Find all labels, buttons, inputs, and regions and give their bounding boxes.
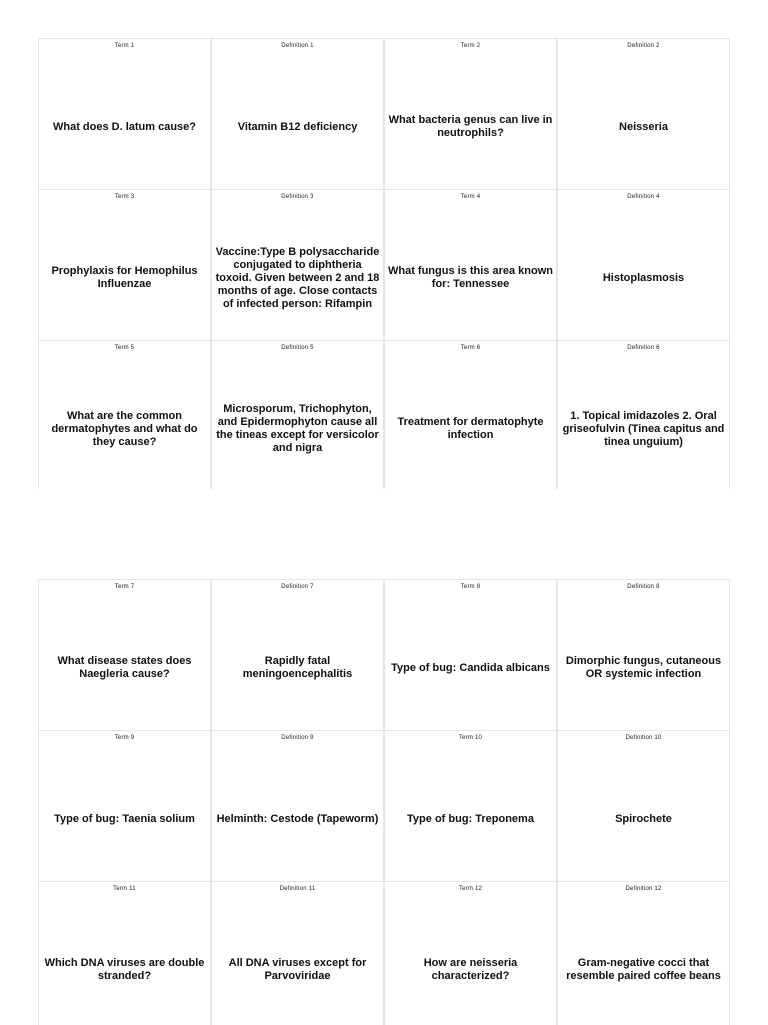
card-header: Definition 6	[627, 345, 660, 351]
definition-card	[557, 341, 730, 489]
card-header: Term 5	[114, 345, 135, 351]
card-text: 1. Topical imidazoles 2. Oral griseofulvin (Tinea capitus and tinea unguium)	[562, 409, 725, 448]
term-card	[38, 731, 211, 882]
card-text: Vitamin B12 deficiency	[237, 120, 358, 133]
term-card	[38, 190, 211, 341]
card-header: Definition 7	[281, 584, 314, 590]
term-card	[384, 731, 557, 882]
definition-card	[211, 882, 384, 1025]
flashcard-page-2	[38, 579, 730, 1025]
card-text: Which DNA viruses are double stranded?	[44, 957, 205, 982]
card-text: What bacteria genus can live in neutrophils?	[388, 114, 553, 139]
card-header: Term 6	[460, 345, 481, 351]
definition-card	[211, 39, 384, 190]
card-header: Definition 8	[627, 584, 660, 590]
card-text: Vaccine:Type B polysaccharide conjugated to diphtheria toxoid. Given between 2 and 18 months of age. Close contacts of infected person: Rifampin	[215, 245, 380, 310]
card-header: Definition 10	[625, 735, 662, 741]
card-header: Definition 11	[279, 886, 316, 892]
card-text: Neisseria	[619, 120, 668, 133]
definition-card	[211, 580, 384, 731]
term-card	[38, 882, 211, 1025]
term-card	[384, 39, 557, 190]
term-card	[384, 341, 557, 489]
term-card	[38, 580, 211, 731]
card-header: Term 1	[114, 43, 135, 49]
card-text: Treatment for dermatophyte infection	[397, 416, 544, 441]
card-header: Definition 9	[281, 735, 314, 741]
card-text: Type of bug: Candida albicans	[391, 661, 550, 674]
definition-card	[211, 341, 384, 489]
card-header: Term 11	[113, 886, 136, 892]
card-text: All DNA viruses except for Parvoviridae	[228, 957, 367, 982]
card-text: Histoplasmosis	[602, 271, 685, 284]
term-card	[384, 580, 557, 731]
card-header: Definition 2	[627, 43, 660, 49]
card-header: Definition 4	[627, 194, 660, 200]
card-header: Term 3	[114, 194, 135, 200]
card-text: Microsporum, Trichophyton, and Epidermophyton cause all the tineas except for versicolor and nigra	[216, 403, 379, 454]
card-text: Helminth: Cestode (Tapeworm)	[216, 812, 379, 825]
definition-card	[557, 580, 730, 731]
card-text: What does D. latum cause?	[52, 120, 197, 133]
definition-card	[557, 190, 730, 341]
card-header: Term 4	[460, 194, 481, 200]
term-card	[384, 882, 557, 1025]
card-text: Type of bug: Taenia solium	[54, 812, 195, 825]
card-text: Gram-negative cocci that resemble paired coffee beans	[566, 957, 721, 982]
card-text: How are neisseria characterized?	[423, 957, 518, 982]
card-header: Definition 3	[281, 194, 314, 200]
card-header: Term 10	[458, 735, 483, 741]
card-header: Term 12	[458, 886, 483, 892]
definition-card	[211, 731, 384, 882]
card-text: Spirochete	[615, 812, 672, 825]
card-text: Rapidly fatal meningoencephalitis	[242, 655, 353, 680]
flashcard-page-1	[38, 38, 730, 489]
term-card	[384, 190, 557, 341]
card-header: Definition 5	[281, 345, 314, 351]
definition-card	[557, 39, 730, 190]
definition-card	[557, 731, 730, 882]
card-header: Term 8	[460, 584, 481, 590]
card-text: Dimorphic fungus, cutaneous OR systemic infection	[565, 655, 722, 680]
card-text: What disease states does Naegleria cause?	[57, 655, 192, 680]
card-text: Prophylaxis for Hemophilus Influenzae	[51, 265, 198, 290]
card-header: Definition 12	[625, 886, 662, 892]
card-header: Definition 1	[281, 43, 314, 49]
card-header: Term 2	[460, 43, 481, 49]
term-card	[38, 39, 211, 190]
card-text: What fungus is this area known for: Tennessee	[387, 265, 554, 290]
card-text: Type of bug: Treponema	[407, 812, 534, 825]
definition-card	[557, 882, 730, 1025]
definition-card	[211, 190, 384, 341]
card-header: Term 9	[114, 735, 135, 741]
term-card	[38, 341, 211, 489]
card-header: Term 7	[114, 584, 135, 590]
card-text: What are the common dermatophytes and what do they cause?	[51, 409, 198, 448]
